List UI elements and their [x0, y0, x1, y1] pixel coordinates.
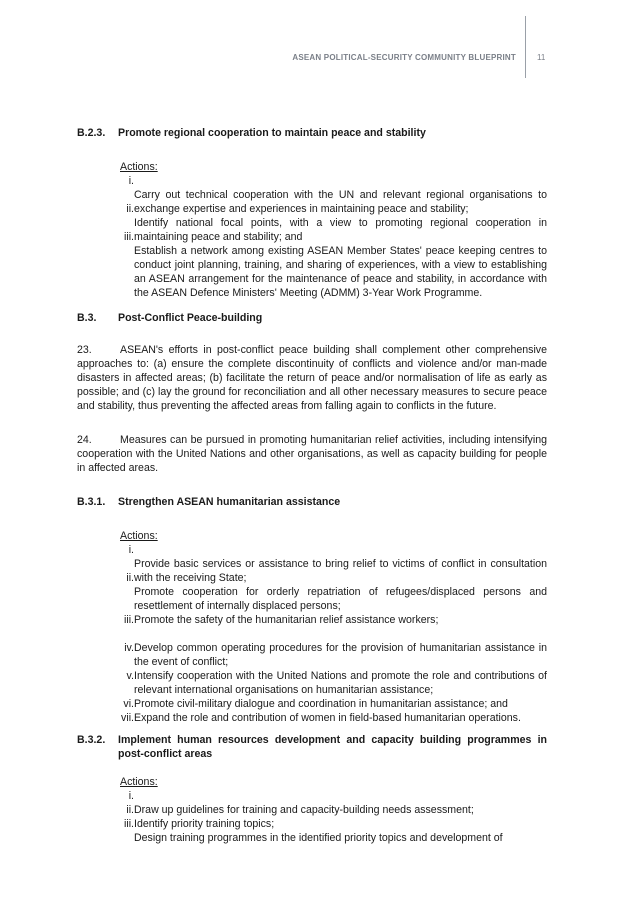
paragraph-text: ASEAN's efforts in post-conflict peace building shall complement other comprehensive approaches to: (a) ensure the complete discontinuity of conflicts and violence and/or man-made disasters in affected areas; (b) facilitate the return of peace and/or normalisation of life as early as possible; and (c) lay the ground for reconciliation and all other necessary measures to secure peace and stability, thus preventing the affected areas from falling again to conflicts in the future.: [77, 344, 547, 412]
list-item: Carry out technical cooperation with the UN and relevant regional organisations to exchange expertise and experiences in maintaining peace and stability;: [134, 189, 547, 215]
list-numeral: i.: [128, 790, 134, 802]
list-item: Promote the safety of the humanitarian relief assistance workers;: [134, 614, 439, 626]
list-item: Promote cooperation for orderly repatriation of refugees/displaced persons and resettlement of internally displaced persons;: [134, 586, 547, 612]
list-item: Promote civil-military dialogue and coordination in humanitarian assistance; and: [134, 698, 508, 710]
list-item: Identify priority training topics;: [134, 818, 275, 830]
list-item: Establish a network among existing ASEAN Member States' peace keeping centres to conduct joint planning, training, and sharing of experiences, with a view to establishing an ASEAN arrangement for the maintenance of peace and stability, in accordance with the ASEAN Defence Ministers' Meeting (ADMM) 3-Year Work Programme.: [134, 245, 547, 299]
paragraph-number: 24.: [77, 434, 92, 446]
section-heading-b32: [77, 733, 547, 761]
list-numeral: iii.: [123, 818, 134, 830]
list-numeral: vi.: [123, 698, 134, 710]
list-numeral: i.: [128, 544, 134, 556]
list-numeral: ii.: [126, 572, 134, 584]
section-title: Strengthen ASEAN humanitarian assistance: [118, 496, 341, 508]
list-numeral: v.: [126, 670, 134, 682]
paragraph-text: Measures can be pursued in promoting humanitarian relief activities, including intensifying cooperation with the United Nations and other organisations, as well as capacity building for people in affected areas.: [77, 434, 547, 474]
paragraph-24: [77, 433, 547, 475]
section-number: B.2.3.: [77, 127, 106, 139]
section-number: B.3.1.: [77, 496, 106, 508]
list-item: Expand the role and contribution of women in field-based humanitarian operations.: [134, 712, 521, 724]
list-item: Draw up guidelines for training and capacity-building needs assessment;: [134, 804, 474, 816]
list-numeral: ii.: [126, 804, 134, 816]
list-numeral: vii.: [121, 712, 134, 724]
list-item: Develop common operating procedures for the provision of humanitarian assistance in the event of conflict;: [134, 642, 547, 668]
actions-label: Actions:: [120, 776, 158, 788]
actions-label: Actions:: [120, 530, 158, 542]
header-divider: [525, 16, 526, 78]
section-number: B.3.: [77, 312, 97, 324]
list-item: Design training programmes in the identified priority topics and development of: [134, 832, 503, 844]
list-item: Intensify cooperation with the United Nations and promote the role and contributions of relevant international organisations on humanitarian assistance;: [134, 670, 547, 696]
paragraph-number: 23.: [77, 344, 92, 356]
actions-label: Actions:: [120, 161, 158, 173]
list-numeral: ii.: [126, 203, 134, 215]
page-number: 11: [537, 53, 546, 62]
section-title: Post-Conflict Peace-building: [118, 312, 263, 324]
section-title: Implement human resources development and capacity building programmes in post-conflict areas: [118, 734, 547, 760]
list-item: Provide basic services or assistance to bring relief to victims of conflict in consultation with the receiving State;: [134, 558, 547, 584]
list-numeral: i.: [128, 175, 134, 187]
list-numeral: iv.: [124, 642, 134, 654]
paragraph-23: [77, 343, 547, 413]
section-heading-b31: [77, 495, 547, 509]
list-numeral: iii.: [123, 231, 134, 243]
list-item: Identify national focal points, with a view to promoting regional cooperation in maintaining peace and stability; and: [134, 217, 547, 243]
section-number: B.3.2.: [77, 734, 106, 746]
section-heading-b3: [77, 311, 547, 325]
section-heading-b23: [77, 126, 547, 140]
running-header: ASEAN POLITICAL-SECURITY COMMUNITY BLUEPRINT: [292, 53, 516, 62]
list-numeral: iii.: [123, 614, 134, 626]
section-title: Promote regional cooperation to maintain peace and stability: [118, 127, 426, 139]
